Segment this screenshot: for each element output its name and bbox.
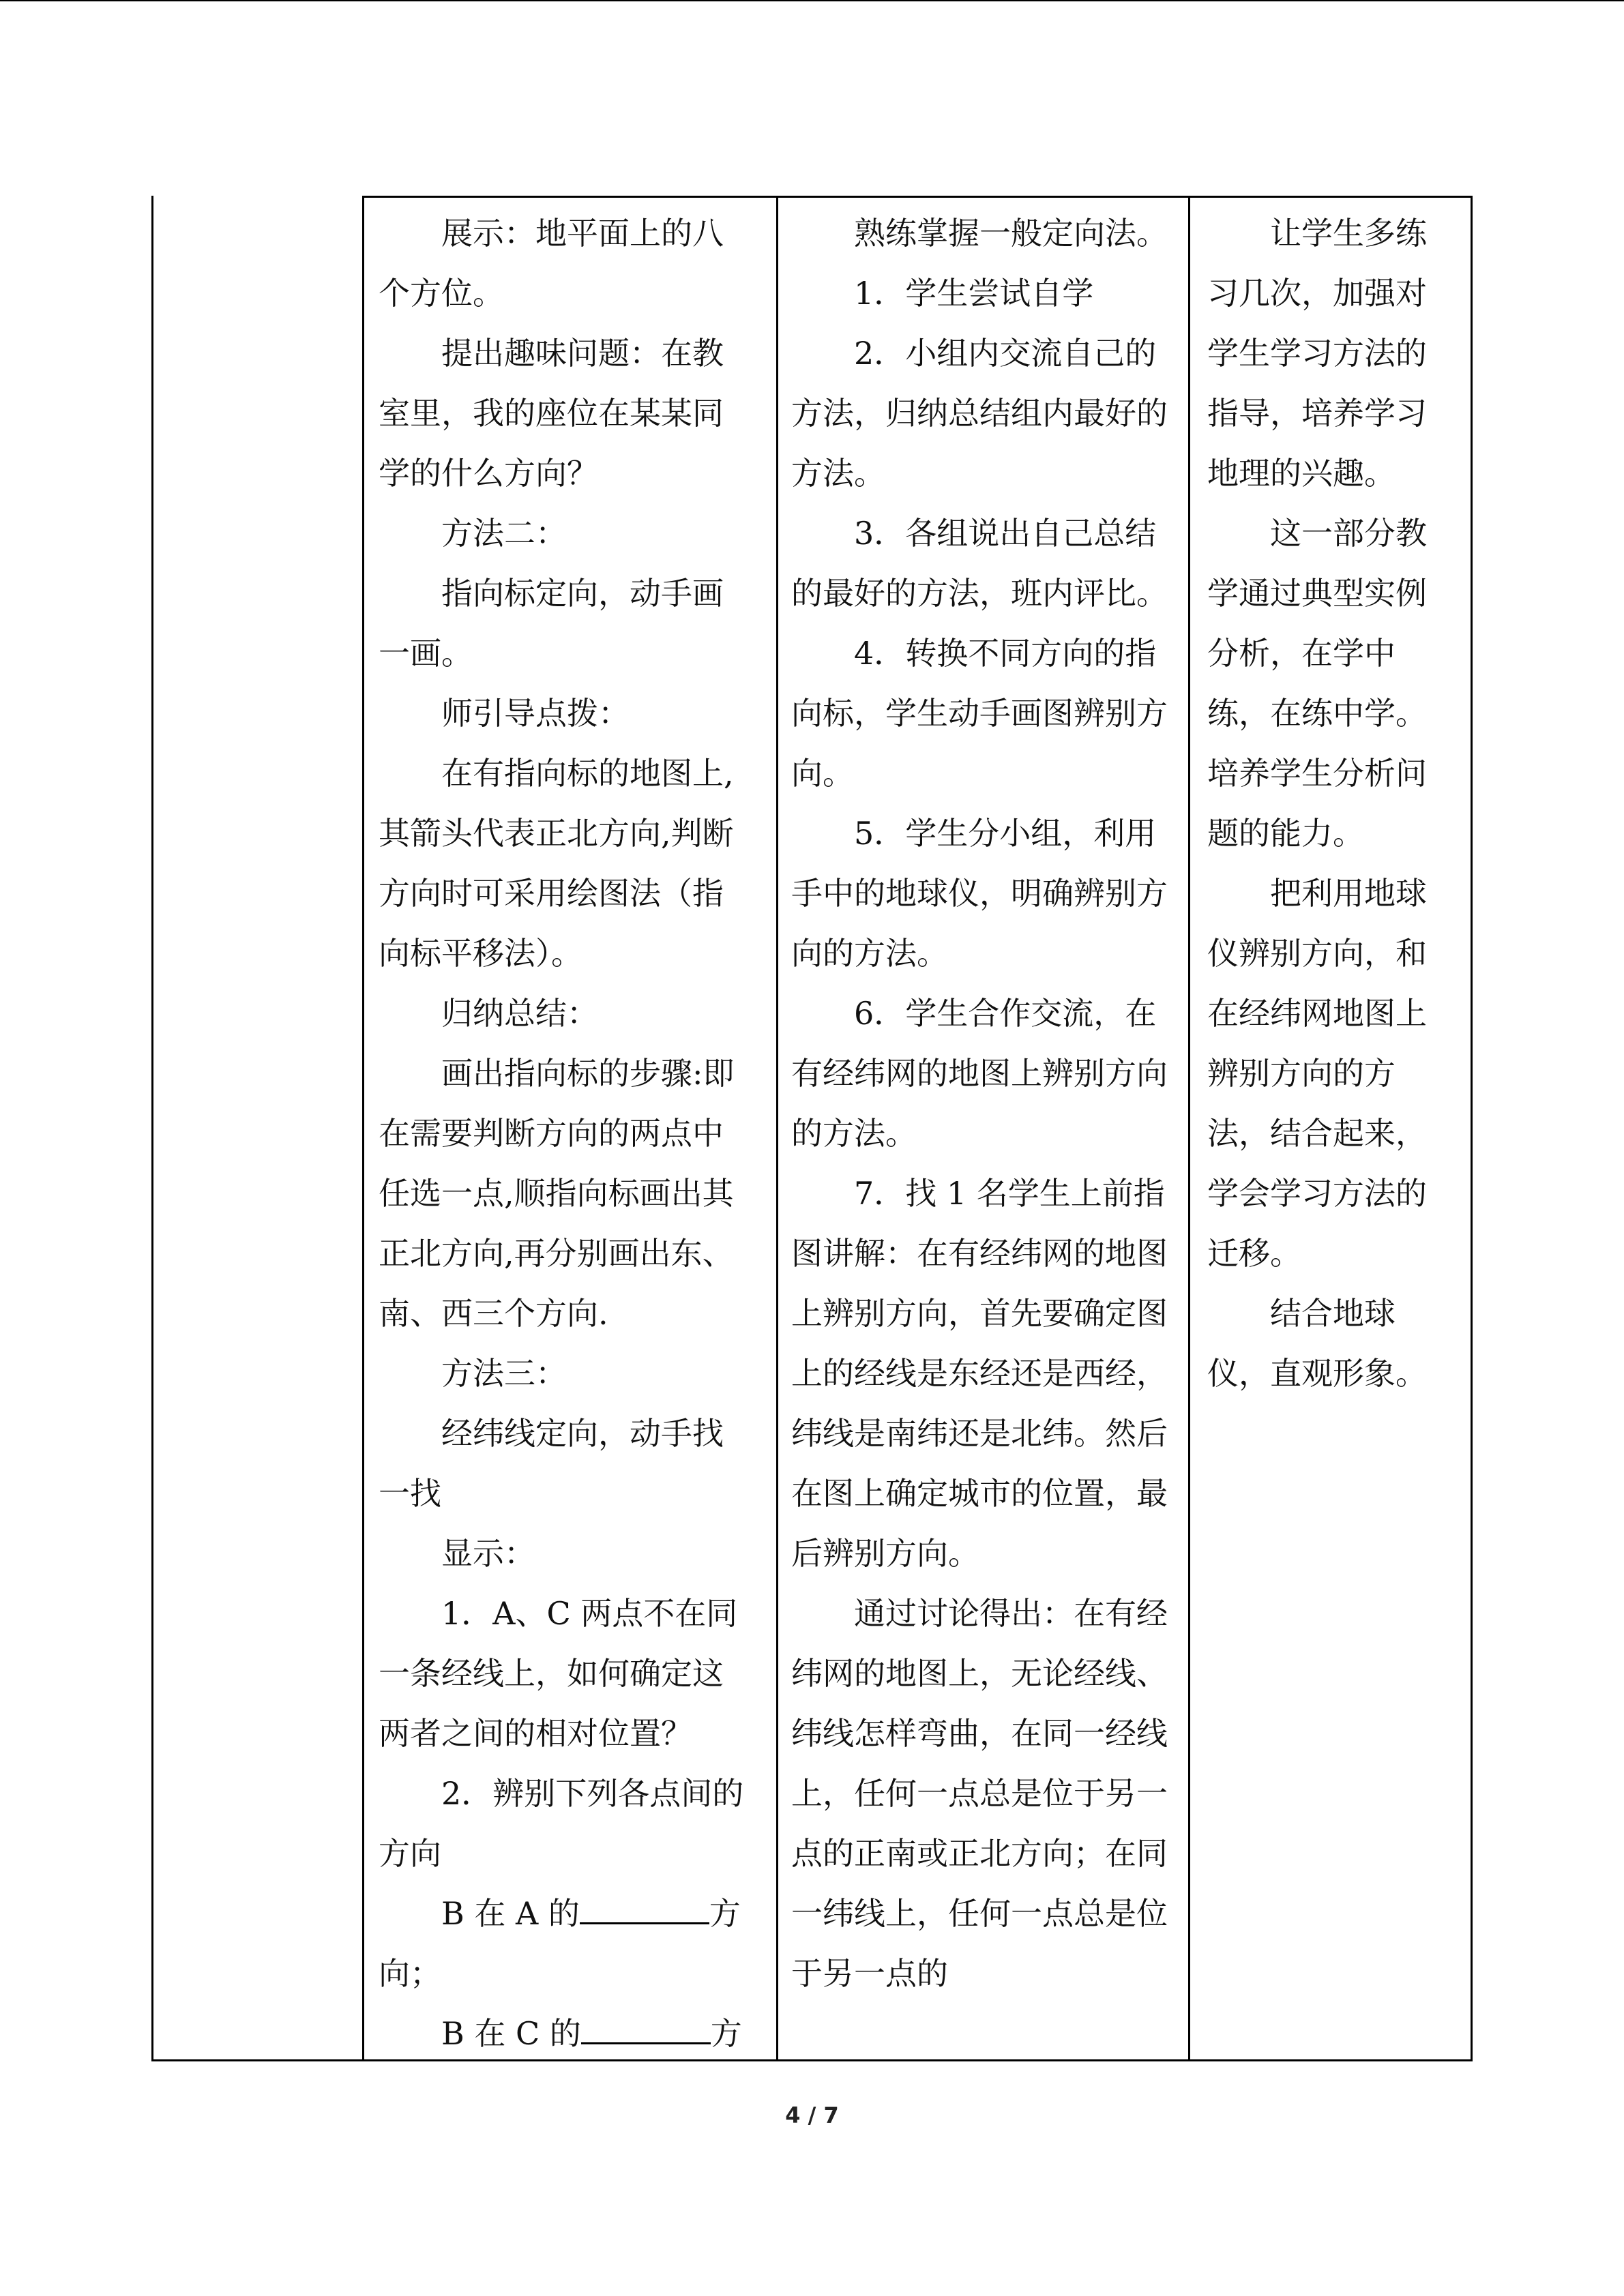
table-bottom-border [151,2059,1473,2061]
top-rule [0,0,1624,1]
student-activity-column [791,203,1173,2003]
table-border-right [1471,196,1473,2061]
cell-paragraph: 3．各组说出自己总结的最好的方法，班内评比。 [791,515,1168,612]
cell-paragraph: 在有指向标的地图上,其箭头代表正北方向,判断方向时可采用绘图法（指向标平移法）。 [379,755,734,972]
cell-paragraph: 熟练掌握一般定向法。 [854,215,1168,252]
cell-paragraph: 6．学生合作交流，在有经纬网的地图上辨别方向的方法。 [791,995,1168,1152]
table-border-left [151,196,153,2061]
table-divider-2 [776,196,778,2061]
cell-paragraph: 4．转换不同方向的指向标，学生动手画图辨别方向。 [791,635,1168,792]
cell-paragraph: 5．学生分小组，利用手中的地球仪，明确辨别方向的方法。 [791,815,1168,972]
answer-blank[interactable] [581,2016,711,2044]
cell-paragraph: 让学生多练习几次，加强对学生学习方法的指导，培养学习地理的兴趣。 [1207,215,1427,492]
cell-paragraph: 画出指向标的步骤:即在需要判断方向的两点中任选一点,顺指向标画出其正北方向,再分别画出东、南、西三个方向. [379,1055,735,1332]
answer-blank[interactable] [580,1896,709,1924]
cell-paragraph: 提出趣味问题：在教室里，我的座位在某某同学的什么方向？ [379,335,724,492]
blank-prefix: B 在 C 的 [441,2015,581,2052]
cell-paragraph: 经纬线定向，动手找一找 [379,1415,724,1512]
fill-in-blank-item [379,1883,754,2003]
cell-paragraph: 展示：地平面上的八个方位。 [379,215,724,312]
cell-paragraph: 1．A、C 两点不在同一条经线上，如何确定这两者之间的相对位置？ [379,1595,738,1752]
page-number: 4 / 7 [785,2102,839,2128]
cell-paragraph: 方法二： [441,515,567,552]
cell-paragraph: 归纳总结： [441,995,598,1032]
blank-suffix: 方 [710,2015,742,2052]
teacher-activity-column [379,203,754,2063]
cell-paragraph: 这一部分教学通过典型实例分析，在学中练，在练中学。培养学生分析问题的能力。 [1207,515,1427,852]
table-divider-1 [362,196,364,2061]
fill-in-blank-item [379,2003,754,2063]
blank-prefix: B 在 A 的 [441,1895,580,1932]
cell-paragraph: 方法三： [441,1355,567,1392]
cell-paragraph: 2．辨别下列各点间的方向 [379,1775,744,1872]
cell-paragraph: 结合地球仪，直观形象。 [1207,1295,1427,1392]
cell-paragraph: 2．小组内交流自己的方法，归纳总结组内最好的方法。 [791,335,1168,492]
cell-paragraph: 7．找 1 名学生上前指图讲解：在有经纬网的地图上辨别方向，首先要确定图上的经线是东经还是西经，纬线是南纬还是北纬。然后在图上确定城市的位置，最后辨别方向。 [791,1175,1168,1572]
blank-suffix: 方向； [379,1895,741,1992]
table-divider-3 [1188,196,1190,2061]
design-intent-column [1207,203,1439,1403]
cell-paragraph: 师引导点拨： [441,695,630,732]
table-top-border [362,196,1473,198]
cell-paragraph: 显示： [441,1535,535,1572]
cell-paragraph: 指向标定向，动手画一画。 [379,575,724,672]
cell-paragraph: 通过讨论得出：在有经纬网的地图上，无论经线、纬线怎样弯曲，在同一经线上，任何一点总是位于另一点的正南或正北方向；在同一纬线上，任何一点总是位于另一点的 [791,1595,1168,1992]
cell-paragraph: 把利用地球仪辨别方向，和在经纬网地图上辨别方向的方法，结合起来，学会学习方法的迁移。 [1207,875,1427,1272]
cell-paragraph: 1．学生尝试自学 [854,275,1094,312]
